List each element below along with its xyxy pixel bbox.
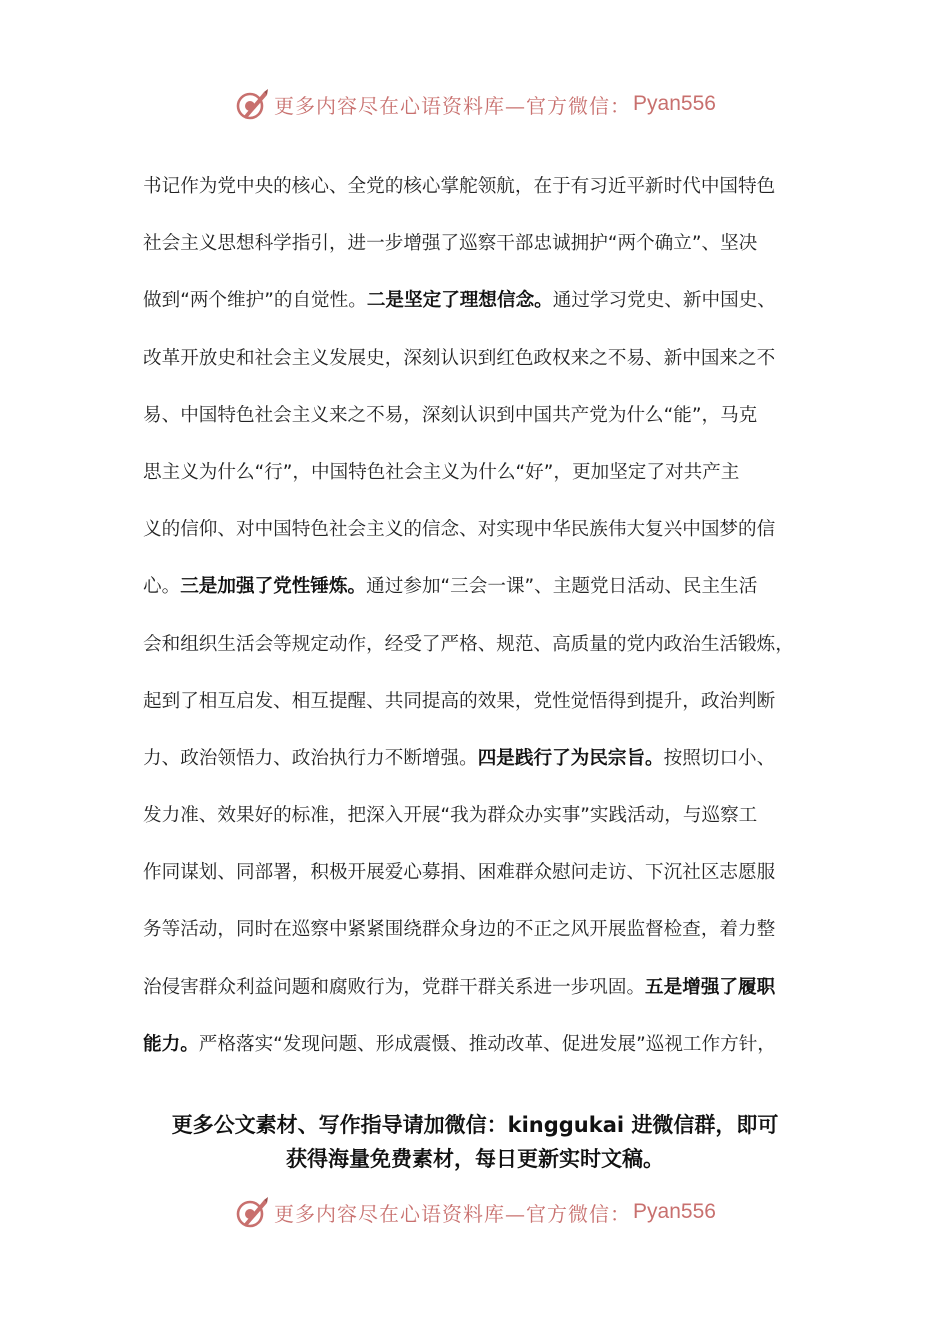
text-segment: 通过学习党史、新中国史、 [552, 290, 776, 312]
header-text: 更多内容尽在心语资料库—官方微信： [274, 93, 632, 118]
promo-line-1: 更多公文素材、写作指导请加微信：kinggukai 进微信群，即可 [171, 1113, 779, 1137]
text-line [143, 901, 808, 958]
document-body [143, 158, 808, 1073]
text-line [143, 787, 808, 844]
text-segment: 起到了相互启发、相互提醒、共同提高的效果，党性觉悟得到提升，政治判断 [143, 690, 776, 712]
text-line [143, 730, 808, 787]
text-segment: 会和组织生活会等规定动作，经受了严格、规范、高质量的党内政治生活锻炼， [143, 633, 794, 655]
text-line [143, 1016, 808, 1073]
text-line [143, 387, 808, 444]
text-segment: 社会主义思想科学指引，进一步增强了巡察干部忠诚拥护“两个确立”、坚决 [143, 233, 758, 255]
text-segment: 按照切口小、 [663, 747, 776, 769]
footer-wechat-id: Pyan556 [633, 1200, 716, 1223]
footer-text: 更多内容尽在心语资料库—官方微信： [274, 1201, 632, 1226]
text-segment: 务等活动，同时在巡察中紧紧围绕群众身边的不正之风开展监督检查，着力整 [143, 919, 776, 941]
bold-heading-segment: 五是增强了履职 [645, 976, 776, 998]
text-line [143, 501, 808, 558]
text-segment: 心。 [143, 576, 181, 598]
text-segment: 易、中国特色社会主义来之不易，深刻认识到中国共产党为什么“能”，马克 [143, 404, 758, 426]
quill-logo-icon [234, 1194, 270, 1230]
text-line [143, 959, 808, 1016]
bold-heading-segment: 能力。 [143, 1033, 199, 1055]
text-segment: 思主义为什么“行”，中国特色社会主义为什么“好”，更加坚定了对共产主 [143, 461, 740, 483]
text-segment: 治侵害群众利益问题和腐败行为，党群干群关系进一步巩固。 [143, 976, 646, 998]
text-segment: 义的信仰、对中国特色社会主义的信念、对实现中华民族伟大复兴中国梦的信 [143, 519, 776, 541]
text-line [143, 158, 808, 215]
text-segment: 通过参加“三会一课”、主题党日活动、民主生活 [366, 576, 758, 598]
bold-heading-segment: 二是坚定了理想信念。 [366, 290, 553, 312]
quill-logo-icon [234, 86, 270, 122]
text-segment: 书记作为党中央的核心、全党的核心掌舵领航，在于有习近平新时代中国特色 [143, 176, 776, 197]
text-line [143, 616, 808, 673]
bold-heading-segment: 三是加强了党性锤炼。 [180, 576, 367, 598]
promo-line-2: 获得海量免费素材，每日更新实时文稿。 [286, 1147, 664, 1171]
header-banner [0, 84, 950, 124]
text-line [143, 844, 808, 901]
text-line [143, 558, 808, 615]
text-segment: 严格落实“发现问题、形成震慑、推动改革、促进发展”巡视工作方针， [198, 1033, 776, 1055]
promo-notice [0, 1108, 950, 1176]
text-segment: 改革开放史和社会主义发展史，深刻认识到红色政权来之不易、新中国来之不 [143, 347, 776, 369]
text-line [143, 444, 808, 501]
text-line [143, 330, 808, 387]
text-segment: 做到“两个维护”的自觉性。 [143, 290, 367, 312]
header-wechat-id: Pyan556 [633, 92, 716, 115]
footer-banner [0, 1192, 950, 1232]
text-segment: 力、政治领悟力、政治执行力不断增强。 [143, 747, 478, 769]
text-line [143, 673, 808, 730]
text-line [143, 215, 808, 272]
text-line [143, 272, 808, 329]
text-segment: 发力准、效果好的标准，把深入开展“我为群众办实事”实践活动，与巡察工 [143, 805, 758, 827]
text-segment: 作同谋划、同部署，积极开展爱心募捐、困难群众慰问走访、下沉社区志愿服 [143, 862, 776, 884]
bold-heading-segment: 四是践行了为民宗旨。 [477, 747, 664, 769]
